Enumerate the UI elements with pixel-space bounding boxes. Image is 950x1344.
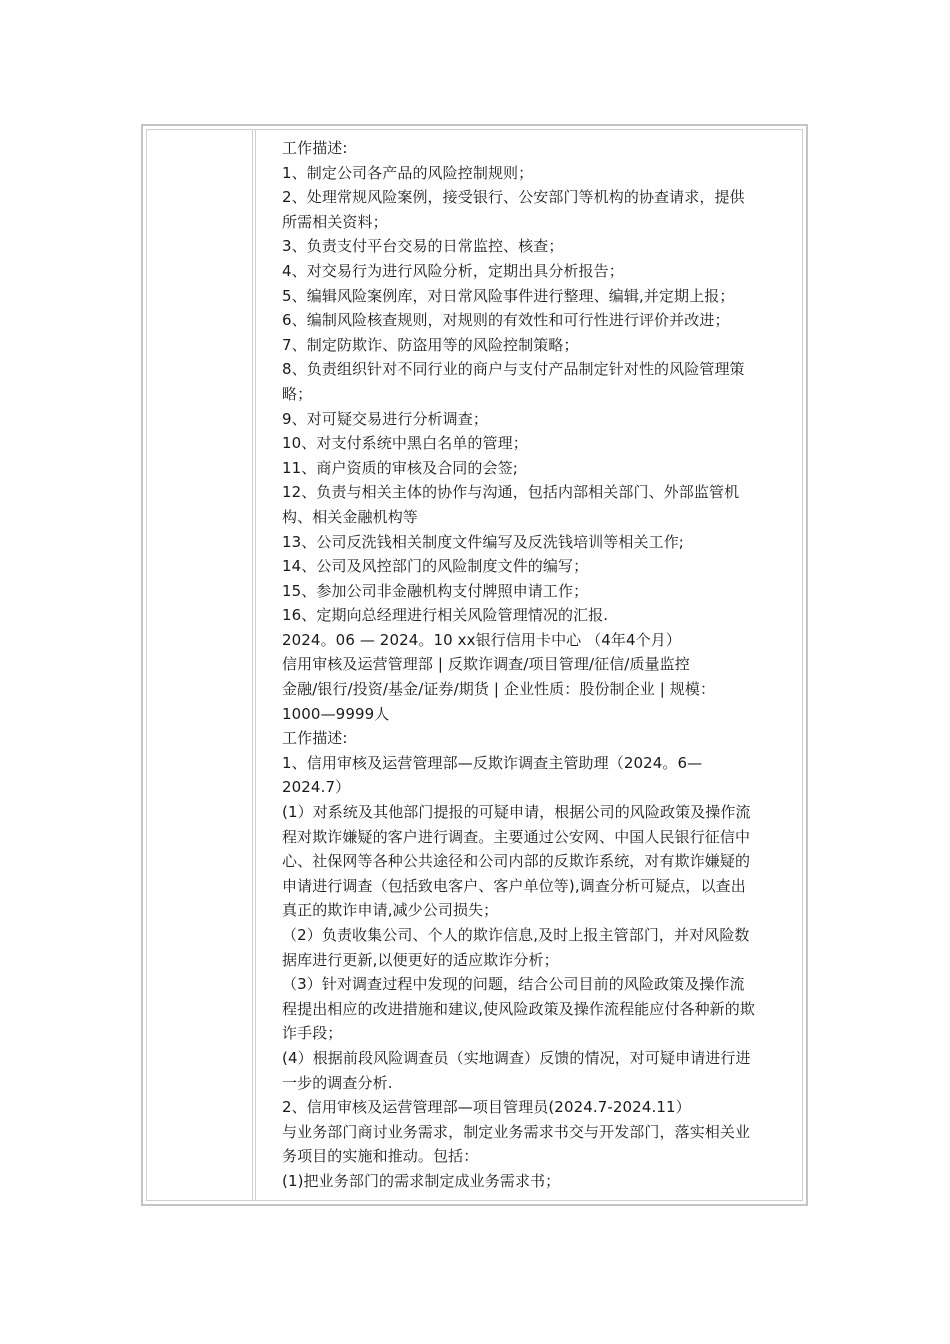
resume-table xyxy=(141,124,808,1206)
text-line: 7、制定防欺诈、防盗用等的风险控制策略； xyxy=(282,335,579,354)
department-line: 信用审核及运营管理部 | 反欺诈调查/项目管理/征信/质量监控 xyxy=(282,655,690,674)
text-line: 程提出相应的改进措施和建议,使风险政策及操作流程能应付各种新的欺 xyxy=(282,999,755,1018)
text-line: 略； xyxy=(282,384,313,403)
column-divider xyxy=(252,130,256,1200)
text-line: 16、定期向总经理进行相关风险管理情况的汇报. xyxy=(282,606,609,625)
text-line: （2）负责收集公司、个人的欺诈信息,及时上报主管部门，并对风险数 xyxy=(282,926,750,944)
text-line: 2、信用审核及运营管理部—项目管理员(2024.7-2024.11） xyxy=(282,1098,691,1117)
company-size-line: 1000—9999人 xyxy=(282,704,390,723)
text-line: 据库进行更新,以便更好的适应欺诈分析； xyxy=(282,950,559,969)
text-line: 13、公司反洗钱相关制度文件编写及反洗钱培训等相关工作; xyxy=(282,532,684,551)
text-line: 构、相关金融机构等 xyxy=(282,507,418,526)
table-inner-border xyxy=(146,129,803,1201)
text-line: 14、公司及风控部门的风险制度文件的编写； xyxy=(282,557,589,576)
industry-line: 金融/银行/投资/基金/证券/期货 | 企业性质：股份制企业 | 规模： xyxy=(282,680,716,699)
text-line: (1）对系统及其他部门提报的可疑申请，根据公司的风险政策及操作流 xyxy=(282,803,751,822)
text-line: 一步的调查分析. xyxy=(282,1073,393,1092)
text-line: 工作描述: xyxy=(282,139,348,157)
text-line: 与业务部门商讨业务需求，制定业务需求书交与开发部门，落实相关业 xyxy=(282,1122,751,1141)
text-line: 1、信用审核及运营管理部—反欺诈调查主管助理（2024。6— xyxy=(282,753,703,772)
text-line: 申请进行调查（包括致电客户、客户单位等),调查分析可疑点，以查出 xyxy=(282,876,746,895)
text-line: (4）根据前段风险调查员（实地调查）反馈的情况，对可疑申请进行进 xyxy=(282,1048,751,1067)
text-line: 4、对交易行为进行风险分析，定期出具分析报告； xyxy=(282,261,624,280)
text-line: （3）针对调查过程中发现的问题，结合公司目前的风险政策及操作流 xyxy=(282,975,745,994)
text-line: 12、负责与相关主体的协作与沟通，包括内部相关部门、外部监管机 xyxy=(282,483,740,502)
text-line: 10、对支付系统中黑白名单的管理； xyxy=(282,434,528,453)
work-description-cell xyxy=(282,136,808,1194)
text-line: 真正的欺诈申请,减少公司损失； xyxy=(282,901,499,920)
text-line: 诈手段； xyxy=(282,1024,343,1043)
text-line: 2024.7） xyxy=(282,778,351,797)
text-line: 11、商户资质的审核及合同的会签; xyxy=(282,458,518,477)
text-line: 工作描述: xyxy=(282,729,348,748)
text-line: 心、社保网等各种公共途径和公司内部的反欺诈系统，对有欺诈嫌疑的 xyxy=(282,852,751,871)
text-line: 6、编制风险核查规则，对规则的有效性和可行性进行评价并改进； xyxy=(282,311,730,330)
text-line: 15、参加公司非金融机构支付牌照申请工作； xyxy=(282,581,589,600)
text-line: 5、编辑风险案例库，对日常风险事件进行整理、编辑,并定期上报； xyxy=(282,286,735,305)
text-line: 1、制定公司各产品的风险控制规则； xyxy=(282,163,534,182)
text-line: 务项目的实施和推动。包括： xyxy=(282,1147,479,1166)
text-line: 3、负责支付平台交易的日常监控、核查； xyxy=(282,237,564,256)
text-line: 程对欺诈嫌疑的客户进行调查。主要通过公安网、中国人民银行征信中 xyxy=(282,827,751,846)
text-line: (1)把业务部门的需求制定成业务需求书； xyxy=(282,1171,561,1190)
text-line: 所需相关资料； xyxy=(282,212,388,231)
text-line: 9、对可疑交易进行分析调查； xyxy=(282,409,488,428)
job-period-line: 2024。06 — 2024。10 xx银行信用卡中心 （4年4个月） xyxy=(282,630,681,649)
text-line: 2、处理常规风险案例，接受银行、公安部门等机构的协查请求，提供 xyxy=(282,188,745,207)
text-line: 8、负责组织针对不同行业的商户与支付产品制定针对性的风险管理策 xyxy=(282,360,745,379)
